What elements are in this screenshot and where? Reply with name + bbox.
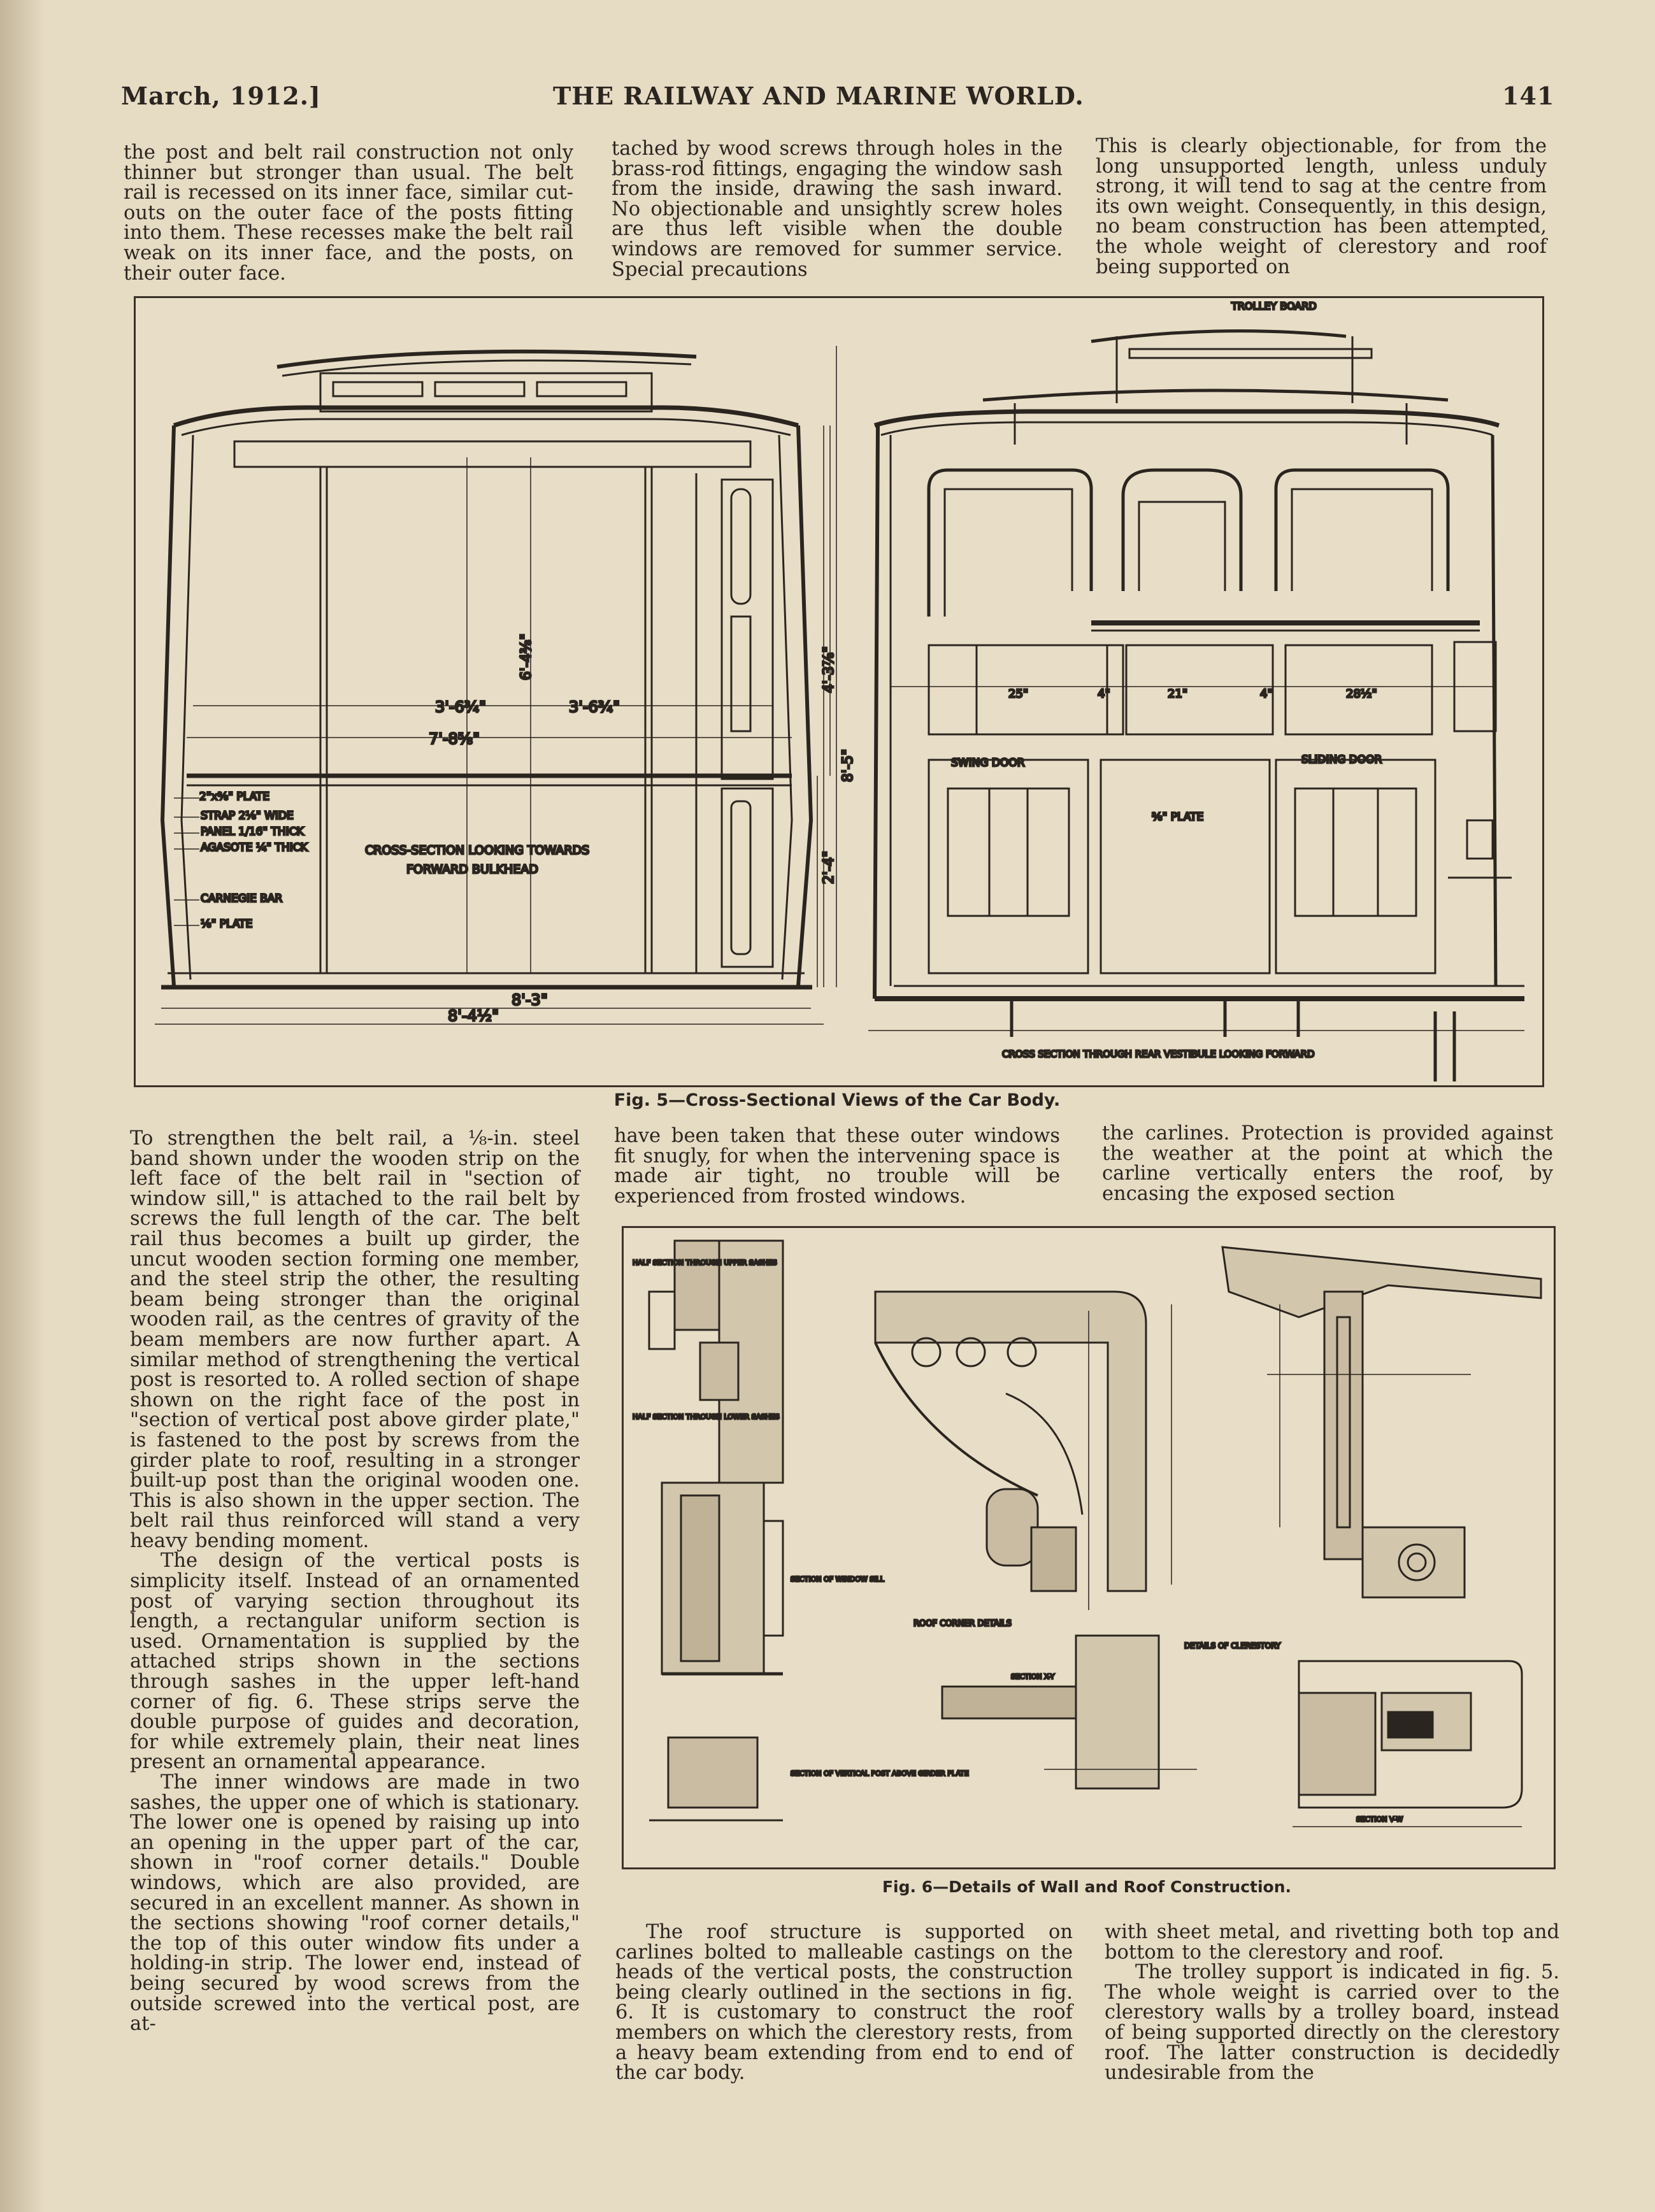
page-binding-shadow	[0, 0, 45, 2212]
top-column-2	[612, 139, 1063, 280]
figure-5-caption: Fig. 5—Cross-Sectional Views of the Car Body.	[613, 1090, 1061, 1110]
label-half-lower: HALF SECTION THROUGH LOWER SASHES	[633, 1413, 780, 1421]
paragraph: tached by wood screws through holes in the brass-rod fittings, engaging the window sash from the inside, drawing the sash inward. No objectionable and unsightly screw holes are thus left visible when the double windows are removed for summer service. Special precautions	[612, 138, 1063, 281]
top-column-1	[124, 143, 573, 283]
left-cross-section	[155, 346, 836, 1024]
label-panel: PANEL 1/16" THICK	[201, 825, 304, 838]
label-agasote: AGASOTE ¼" THICK	[201, 841, 308, 854]
dim-28: 28½"	[1346, 687, 1377, 701]
paragraph: the carlines. Protection is provided against the weather at the point at which the carline vertically enters the roof, by encasing the exposed section	[1102, 1122, 1553, 1205]
lower-column-3-top	[1102, 1124, 1553, 1204]
top-column-3	[1096, 136, 1547, 277]
paragraph: The roof structure is supported on carlines bolted to malleable castings on the heads of the vertical posts, the construction being clearly outlined in the sections in fig. 6. It is customary to construct the roof members on which the clerestory rests, from a heavy beam extending from end to end of the car body.	[615, 1921, 1073, 2085]
dim-height-d: 2'-4"	[821, 850, 837, 884]
label-vertical-post: SECTION OF VERTICAL POST ABOVE GIRDER PLATE	[791, 1769, 969, 1778]
label-cross-section-rear: CROSS SECTION THROUGH REAR VESTIBULE LOOKING FORWARD	[1002, 1048, 1315, 1060]
figure-6-drawing	[624, 1228, 1554, 1867]
dim-outside-width: 8'-3"	[512, 991, 548, 1009]
roof-corner	[875, 1292, 1197, 1788]
label-roof-corner: ROOF CORNER DETAILS	[913, 1619, 1012, 1629]
dim-half-width-b: 3'-6¾"	[569, 698, 620, 716]
label-plate-left: 2"x⅜" PLATE	[199, 790, 269, 803]
figure-5-frame	[134, 296, 1544, 1087]
figure-6-frame	[622, 1226, 1556, 1869]
sash-sections	[649, 1241, 783, 1820]
figure-6-caption: Fig. 6—Details of Wall and Roof Construction.	[882, 1878, 1292, 1896]
label-carnegie-bar: CARNEGIE BAR	[201, 892, 283, 905]
label-plate-bottom: ⅛" PLATE	[201, 918, 253, 931]
dim-overall-width: 8'-4½"	[448, 1007, 499, 1025]
label-plate-center: ⅜" PLATE	[1152, 811, 1204, 824]
paragraph: The design of the vertical posts is simplicity itself. Instead of an ornamented post of varying section throughout its length, a rectangular uniform section is used. Ornamentation is supplied by the attached strips shown in the sections through sashes in the upper left-hand corner of fig. 6. These strips serve the double purpose of guides and decoration, for while extremely plain, their neat lines present an ornamental appearance.	[130, 1550, 580, 1774]
header-title: THE RAILWAY AND MARINE WORLD.	[553, 82, 1084, 110]
paragraph: have been taken that these outer windows fit snugly, for when the intervening space is made air tight, no trouble will be experienced from frosted windows.	[614, 1125, 1060, 1208]
label-forward-bulkhead: FORWARD BULKHEAD	[406, 862, 538, 876]
paragraph: The inner windows are made in two sashes, the upper one of which is stationary. The lower one is opened by raising up into an opening in the upper part of the car, shown in "roof corner details." Double windows, which are also provided, are secured in an excellent manner. As shown in the sections showing "roof corner details," the top of this outer window fits under a holding-in strip. The lower end, instead of being secured by wood screws from the outside screwed into the vertical post, are at-	[130, 1771, 580, 2036]
lower-column-2-bottom	[615, 1922, 1073, 2083]
label-section-xy: SECTION X-Y	[1011, 1673, 1055, 1681]
label-trolley-board: TROLLEY BOARD	[1231, 300, 1317, 312]
paragraph: with sheet metal, and rivetting both top and bottom to the clerestory and roof.	[1105, 1921, 1559, 1964]
header-date: March, 1912.]	[121, 82, 321, 110]
dim-21: 21"	[1168, 687, 1188, 701]
dim-height-b: 4'-3⅞"	[821, 646, 837, 693]
clerestory-detail	[1222, 1247, 1541, 1827]
lower-column-2-top	[614, 1126, 1060, 1206]
paragraph: To strengthen the belt rail, a ⅛-in. steel band shown under the wooden strip on the left face of the belt rail in "section of window sill," is attached to the rail belt by screws the full length of the car. The belt rail thus becomes a built up girder, the uncut wooden section forming one member, and the steel strip the other, the resulting beam being stronger than the original wooden rail, as the centres of gravity of the beam members are now further apart. A similar method of strengthening the vertical post is resorted to. A rolled section of shape shown on the right face of the post in "section of vertical post above girder plate," is fastened to the post by screws from the girder plate to roof, resulting in a stronger built-up post than the original wooden one. This is also shown in the upper section. The belt rail thus reinforced will stand a very heavy bending moment.	[130, 1127, 580, 1552]
label-window-sill: SECTION OF WINDOW SILL	[791, 1575, 884, 1583]
right-cross-section	[868, 331, 1524, 1081]
figure-5-drawing	[136, 298, 1542, 1085]
dim-4b: 4"	[1260, 687, 1273, 701]
label-clerestory: DETAILS OF CLERESTORY	[1184, 1641, 1281, 1650]
label-cross-section-forward: CROSS-SECTION LOOKING TOWARDS	[365, 843, 590, 857]
dim-25: 25"	[1008, 687, 1029, 701]
paragraph: The trolley support is indicated in fig. 5. The whole weight is carried over to the clerestory walls by a trolley board, instead of being supported directly on the clerestory roof. The latter construction is decidedly undesirable from the	[1105, 1961, 1559, 2085]
lower-column-1	[130, 1129, 580, 2034]
label-section-vw: SECTION V-W	[1356, 1815, 1403, 1823]
paragraph: This is clearly objectionable, for from the long unsupported length, unless unduly strong, it will tend to sag at the centre from its own weight. Consequently, in this design, no beam construction has been attempted, the whole weight of clerestory and roof being supported on	[1096, 135, 1547, 278]
label-half-upper: HALF SECTION THROUGH UPPER SASHES	[633, 1259, 777, 1267]
label-swing-door: SWING DOOR	[951, 757, 1025, 769]
dim-height-a: 6'-4⅜"	[519, 633, 534, 680]
label-strap: STRAP 2⅛" WIDE	[201, 810, 294, 822]
dim-height-c: 8'-5"	[840, 748, 856, 782]
paragraph: the post and belt rail construction not only thinner but stronger than usual. The belt rail is recessed on its inner face, similar cut-outs on the outer face of the posts fitting into them. These recesses make the belt rail weak on its inner face, and the posts, on their outer face.	[124, 141, 573, 285]
dim-half-width-a: 3'-6¾"	[435, 698, 487, 716]
label-sliding-door: SLIDING DOOR	[1301, 753, 1382, 766]
dim-4a: 4"	[1098, 687, 1110, 701]
lower-column-3-bottom	[1105, 1922, 1559, 2083]
page-number: 141	[1502, 82, 1555, 110]
dim-inside-width: 7'-8⅝"	[429, 730, 480, 748]
